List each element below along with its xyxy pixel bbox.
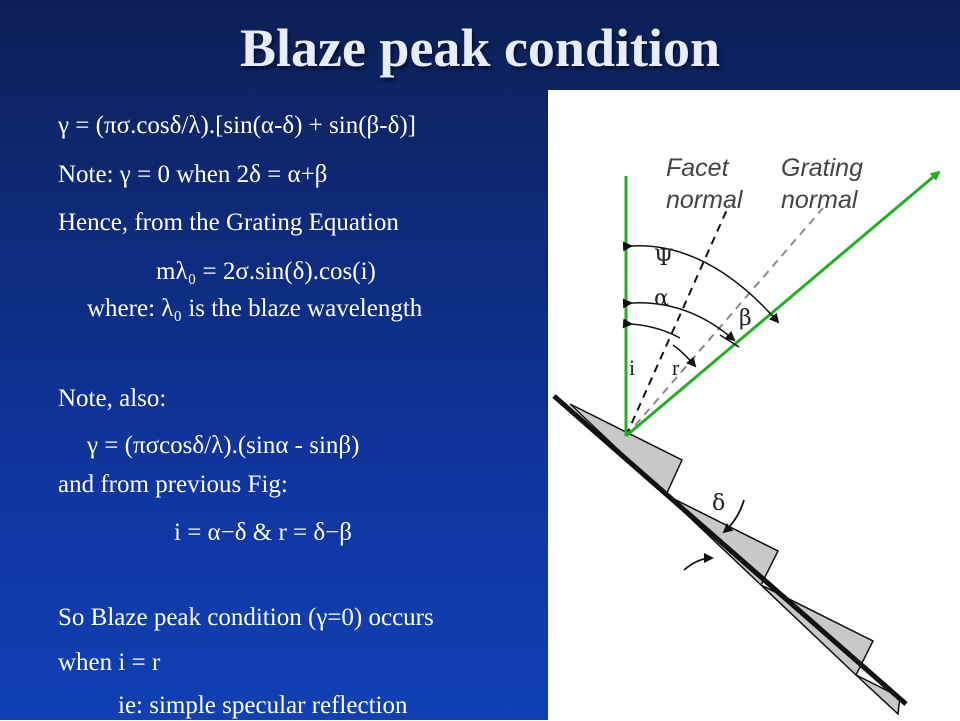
text-line-i-equals-r: when i = r — [58, 649, 161, 676]
text-line-angle-relations: i = α−δ & r = δ−β — [174, 519, 352, 546]
text-line-grating-equation: Hence, from the Grating Equation — [58, 209, 399, 236]
grating-normal-label-line2: normal — [781, 186, 858, 214]
alpha-arc — [631, 303, 734, 340]
alpha-label: α — [654, 286, 669, 311]
text-line-blaze-occurs: So Blaze peak condition (γ=0) occurs — [58, 604, 434, 631]
text-line-gamma-sin-formula: γ = (πσcosδ/λ).(sinα - sinβ) — [87, 432, 360, 459]
i-label: i — [629, 355, 636, 380]
facet-normal-label-line2: normal — [666, 186, 743, 214]
grating-surface-line — [554, 396, 906, 704]
facet-normal-label-line1: Facet — [666, 154, 729, 182]
psi-label: Ψ — [654, 246, 674, 271]
text-line-previous-fig: and from previous Fig: — [58, 471, 288, 498]
grating-normal-line — [626, 208, 823, 436]
grating-normal-label-line1: Grating — [781, 154, 863, 182]
beta-label: β — [739, 306, 752, 331]
facet-normal-line — [626, 205, 729, 436]
text-line-blaze-wavelength: where: λ₀ is the blaze wavelength — [87, 295, 423, 322]
delta-label: δ — [712, 491, 726, 516]
text-line-specular-reflection: ie: simple specular reflection — [118, 692, 408, 719]
text-line-gamma-formula: γ = (πσ.cosδ/λ).[sin(α-δ) + sin(β-δ)] — [58, 112, 416, 139]
slide-title: Blaze peak condition — [239, 18, 721, 78]
delta-arrow-lower — [684, 558, 712, 570]
blaze-grating-figure — [548, 90, 960, 720]
text-line-note-also: Note, also: — [58, 385, 167, 412]
text-line-blaze-equation: mλ₀ = 2σ.sin(δ).cos(i) — [156, 258, 376, 285]
text-line-note-gamma-zero: Note: γ = 0 when 2δ = α+β — [58, 161, 328, 188]
blaze-diagram — [548, 90, 960, 720]
r-label: r — [672, 355, 680, 380]
